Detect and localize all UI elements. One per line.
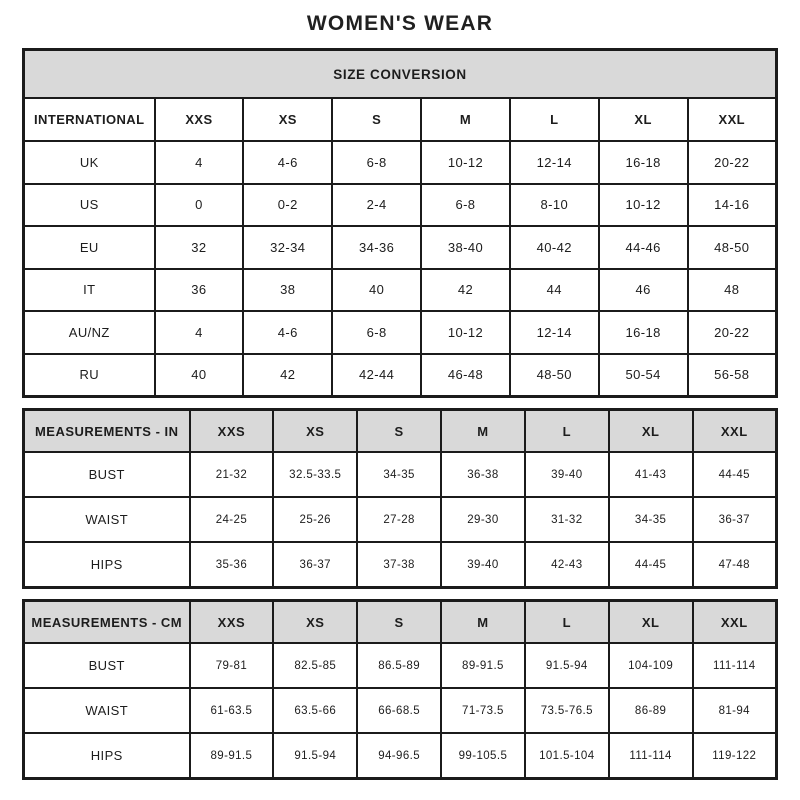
column-header: M bbox=[421, 98, 510, 141]
measurement-cell: 35-36 bbox=[190, 542, 274, 588]
size-cell: 56-58 bbox=[688, 354, 777, 397]
size-cell: 40 bbox=[332, 269, 421, 312]
row-label: RU bbox=[24, 354, 155, 397]
measurement-cell: 89-91.5 bbox=[190, 733, 274, 779]
table-row bbox=[24, 226, 777, 269]
size-cell: 38 bbox=[243, 269, 332, 312]
size-cell: 12-14 bbox=[510, 311, 599, 354]
column-header: M bbox=[441, 601, 525, 644]
column-header: XXL bbox=[688, 98, 777, 141]
measurement-cell: 44-45 bbox=[693, 452, 777, 497]
row-label: AU/NZ bbox=[24, 311, 155, 354]
measurement-cell: 63.5-66 bbox=[273, 688, 357, 733]
measurement-cell: 32.5-33.5 bbox=[273, 452, 357, 497]
column-header: L bbox=[510, 98, 599, 141]
column-header: XL bbox=[609, 601, 693, 644]
measurement-cell: 29-30 bbox=[441, 497, 525, 542]
measurement-cell: 86.5-89 bbox=[357, 643, 441, 688]
table-row bbox=[24, 184, 777, 227]
column-header: XXS bbox=[190, 410, 274, 453]
column-header: L bbox=[525, 410, 609, 453]
size-cell: 48-50 bbox=[688, 226, 777, 269]
row-label: BUST bbox=[24, 643, 190, 688]
size-cell: 32-34 bbox=[243, 226, 332, 269]
measurement-cell: 34-35 bbox=[357, 452, 441, 497]
table-row bbox=[24, 497, 777, 542]
size-cell: 46-48 bbox=[421, 354, 510, 397]
table-row bbox=[24, 354, 777, 397]
table-row bbox=[24, 269, 777, 312]
size-cell: 32 bbox=[155, 226, 244, 269]
table-row bbox=[24, 733, 777, 779]
size-cell: 20-22 bbox=[688, 311, 777, 354]
row-label: WAIST bbox=[24, 497, 190, 542]
row-label: UK bbox=[24, 141, 155, 184]
column-header: XL bbox=[599, 98, 688, 141]
table-row bbox=[24, 311, 777, 354]
size-cell: 10-12 bbox=[421, 311, 510, 354]
measurement-cell: 24-25 bbox=[190, 497, 274, 542]
size-cell: 4 bbox=[155, 141, 244, 184]
table-row bbox=[24, 141, 777, 184]
measurement-cell: 39-40 bbox=[525, 452, 609, 497]
measurement-cell: 41-43 bbox=[609, 452, 693, 497]
column-header: L bbox=[525, 601, 609, 644]
column-header: S bbox=[357, 601, 441, 644]
row-label: INTERNATIONAL bbox=[24, 98, 155, 141]
column-header: XXL bbox=[693, 601, 777, 644]
measurement-cell: 44-45 bbox=[609, 542, 693, 588]
size-cell: 42-44 bbox=[332, 354, 421, 397]
measurement-cell: 99-105.5 bbox=[441, 733, 525, 779]
column-header: XXS bbox=[155, 98, 244, 141]
size-cell: 42 bbox=[421, 269, 510, 312]
measurements-cm-table bbox=[22, 599, 778, 780]
measurement-cell: 42-43 bbox=[525, 542, 609, 588]
size-cell: 6-8 bbox=[421, 184, 510, 227]
measurement-cell: 94-96.5 bbox=[357, 733, 441, 779]
size-cell: 44 bbox=[510, 269, 599, 312]
size-cell: 40 bbox=[155, 354, 244, 397]
measurement-cell: 34-35 bbox=[609, 497, 693, 542]
column-header: XS bbox=[243, 98, 332, 141]
measurement-cell: 27-28 bbox=[357, 497, 441, 542]
size-cell: 44-46 bbox=[599, 226, 688, 269]
measurement-cell: 37-38 bbox=[357, 542, 441, 588]
measurement-cell: 101.5-104 bbox=[525, 733, 609, 779]
size-cell: 48 bbox=[688, 269, 777, 312]
measurement-cell: 36-37 bbox=[693, 497, 777, 542]
row-label: HIPS bbox=[24, 733, 190, 779]
table-row bbox=[24, 542, 777, 588]
table-title: MEASUREMENTS - CM bbox=[24, 601, 190, 644]
measurement-cell: 21-32 bbox=[190, 452, 274, 497]
column-header: XS bbox=[273, 601, 357, 644]
size-cell: 14-16 bbox=[688, 184, 777, 227]
measurement-cell: 111-114 bbox=[609, 733, 693, 779]
size-cell: 4-6 bbox=[243, 141, 332, 184]
size-cell: 10-12 bbox=[599, 184, 688, 227]
row-label: US bbox=[24, 184, 155, 227]
column-header: XL bbox=[609, 410, 693, 453]
measurement-cell: 73.5-76.5 bbox=[525, 688, 609, 733]
measurement-cell: 25-26 bbox=[273, 497, 357, 542]
column-header: S bbox=[332, 98, 421, 141]
page-title: WOMEN'S WEAR bbox=[306, 12, 494, 35]
size-cell: 0-2 bbox=[243, 184, 332, 227]
size-cell: 12-14 bbox=[510, 141, 599, 184]
column-header: XXL bbox=[693, 410, 777, 453]
size-cell: 38-40 bbox=[421, 226, 510, 269]
size-cell: 46 bbox=[599, 269, 688, 312]
measurement-cell: 119-122 bbox=[693, 733, 777, 779]
size-cell: 20-22 bbox=[688, 141, 777, 184]
table-row bbox=[24, 643, 777, 688]
size-cell: 34-36 bbox=[332, 226, 421, 269]
column-header: XXS bbox=[190, 601, 274, 644]
size-cell: 42 bbox=[243, 354, 332, 397]
measurement-cell: 66-68.5 bbox=[357, 688, 441, 733]
size-cell: 2-4 bbox=[332, 184, 421, 227]
measurement-cell: 91.5-94 bbox=[273, 733, 357, 779]
measurement-cell: 89-91.5 bbox=[441, 643, 525, 688]
table-row bbox=[24, 601, 777, 644]
size-cell: 36 bbox=[155, 269, 244, 312]
measurement-cell: 36-37 bbox=[273, 542, 357, 588]
size-cell: 16-18 bbox=[599, 141, 688, 184]
measurements-in-table bbox=[22, 408, 778, 589]
column-header: XS bbox=[273, 410, 357, 453]
measurement-cell: 82.5-85 bbox=[273, 643, 357, 688]
column-header: M bbox=[441, 410, 525, 453]
measurement-cell: 104-109 bbox=[609, 643, 693, 688]
measurement-cell: 79-81 bbox=[190, 643, 274, 688]
measurement-cell: 111-114 bbox=[693, 643, 777, 688]
size-cell: 6-8 bbox=[332, 141, 421, 184]
size-cell: 8-10 bbox=[510, 184, 599, 227]
table-title: MEASUREMENTS - IN bbox=[24, 410, 190, 453]
row-label: HIPS bbox=[24, 542, 190, 588]
measurement-cell: 36-38 bbox=[441, 452, 525, 497]
size-cell: 4 bbox=[155, 311, 244, 354]
column-header: S bbox=[357, 410, 441, 453]
measurement-cell: 61-63.5 bbox=[190, 688, 274, 733]
size-cell: 4-6 bbox=[243, 311, 332, 354]
size-cell: 6-8 bbox=[332, 311, 421, 354]
table-row bbox=[24, 50, 777, 99]
row-label: WAIST bbox=[24, 688, 190, 733]
measurement-cell: 81-94 bbox=[693, 688, 777, 733]
measurement-cell: 91.5-94 bbox=[525, 643, 609, 688]
measurement-cell: 71-73.5 bbox=[441, 688, 525, 733]
table-row bbox=[24, 98, 777, 141]
table-row bbox=[24, 410, 777, 453]
table-row bbox=[24, 688, 777, 733]
measurement-cell: 47-48 bbox=[693, 542, 777, 588]
size-cell: 16-18 bbox=[599, 311, 688, 354]
size-cell: 0 bbox=[155, 184, 244, 227]
table-title: SIZE CONVERSION bbox=[24, 50, 777, 99]
row-label: IT bbox=[24, 269, 155, 312]
size-cell: 40-42 bbox=[510, 226, 599, 269]
table-row bbox=[24, 452, 777, 497]
measurement-cell: 31-32 bbox=[525, 497, 609, 542]
measurement-cell: 86-89 bbox=[609, 688, 693, 733]
measurement-cell: 39-40 bbox=[441, 542, 525, 588]
row-label: EU bbox=[24, 226, 155, 269]
size-cell: 10-12 bbox=[421, 141, 510, 184]
size-conversion-table bbox=[22, 48, 778, 398]
row-label: BUST bbox=[24, 452, 190, 497]
size-cell: 50-54 bbox=[599, 354, 688, 397]
size-cell: 48-50 bbox=[510, 354, 599, 397]
